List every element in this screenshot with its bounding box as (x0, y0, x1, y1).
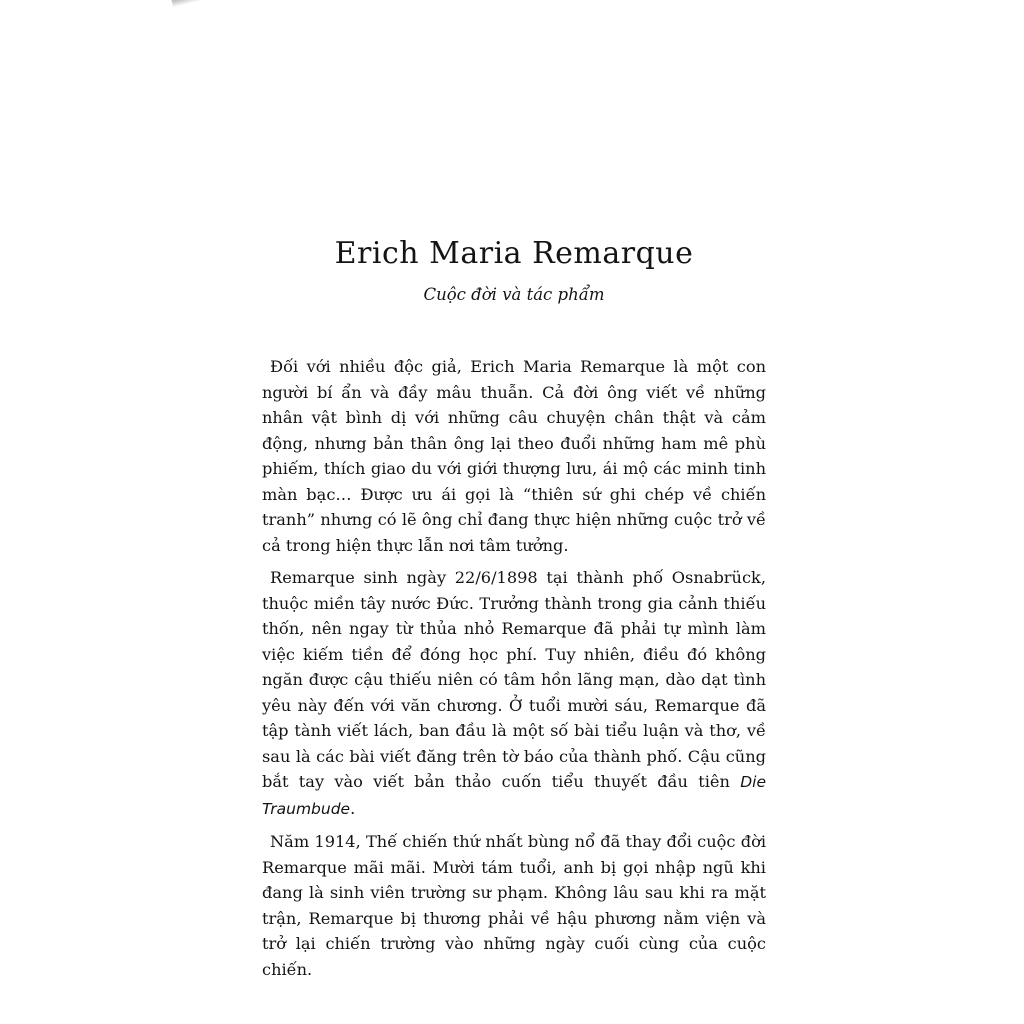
book-title-italic: Die Traumbude (262, 773, 766, 818)
chapter-subtitle: Cuộc đời và tác phẩm (423, 285, 605, 304)
paragraph-3-text: Năm 1914, Thế chiến thứ nhất bùng nổ đã thay đổi cuộc đời Remarque mãi mãi. Mười tám tuổi, anh bị gọi nhập ngũ khi đang là sinh viên trường sư phạm. Không lâu sau khi ra mặt trận, Remarque bị thương phải về hậu phương nằm viện và trở lại chiến trường vào những ngày cuối cùng của cuộc chiến. (262, 832, 766, 979)
paragraph-1-text: Đối với nhiều độc giả, Erich Maria Remarque là một con người bí ẩn và đầy mâu thuẫn. Cả đời ông viết về những nhân vật bình dị với những câu chuyện chân thật và cảm động, nhưng bản thân ông lại theo đuổi những ham mê phù phiếm, thích giao du với giới thượng lưu, ái mộ các minh tinh màn bạc… Được ưu ái gọi là “thiên sứ ghi chép về chiến tranh” nhưng có lẽ ông chỉ đang thực hiện những cuộc trở về cả trong hiện thực lẫn nơi tâm tưởng. (262, 357, 766, 555)
paragraph-2-text: Remarque sinh ngày 22/6/1898 tại thành phố Osnabrück, thuộc miền tây nước Đức. Trưởng thành trong gia cảnh thiếu thốn, nên ngay từ thủa nhỏ Remarque đã phải tự mình làm việc kiếm tiền để đóng học phí. Tuy nhiên, điều đó không ngăn được cậu thiếu niên có tâm hồn lãng mạn, dào dạt tình yêu này đến với văn chương. Ở tuổi mười sáu, Remarque đã tập tành viết lách, ban đầu là một số bài tiểu luận và thơ, về sau là các bài viết đăng trên tờ báo của thành phố. Cậu cũng bắt tay vào viết bản thảo cuốn tiểu thuyết đầu tiên (262, 568, 766, 791)
chapter-title: Erich Maria Remarque (334, 236, 694, 271)
paragraph-3 (262, 829, 766, 982)
book-page-content (262, 230, 766, 989)
page-edge-shadow (170, 0, 241, 8)
paragraph-2-end: . (350, 798, 356, 818)
paragraph-1 (262, 354, 766, 558)
paragraph-2 (262, 565, 766, 822)
body-text (262, 354, 766, 982)
